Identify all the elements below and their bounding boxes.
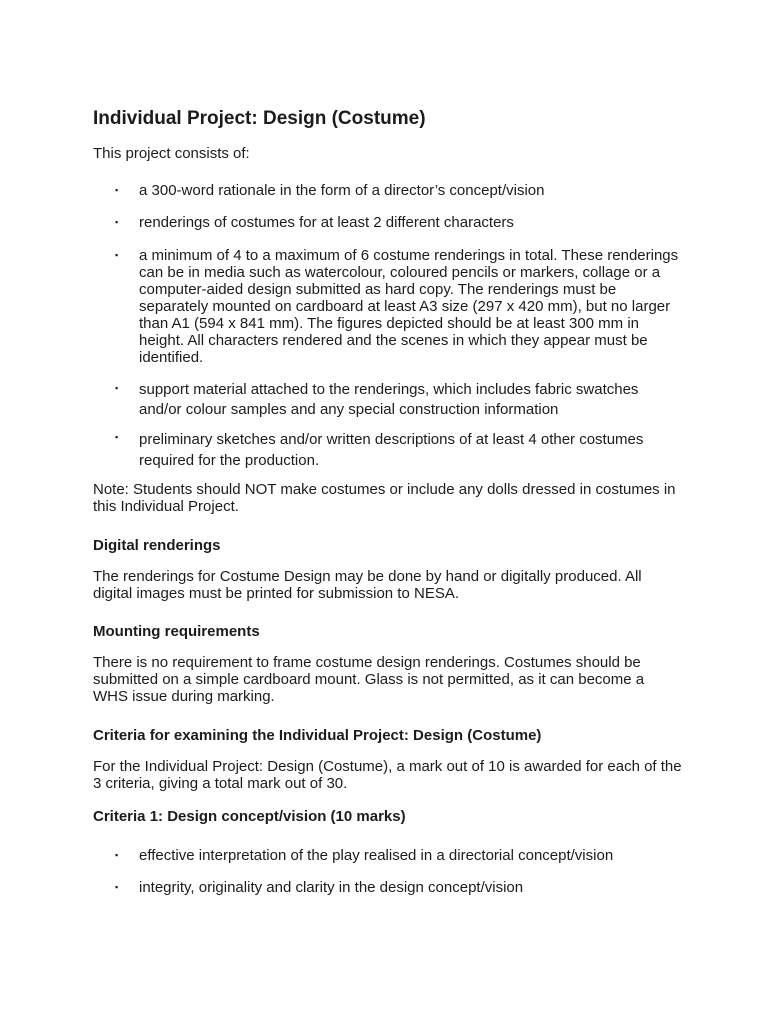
list-item-text: a minimum of 4 to a maximum of 6 costume renderings in total. These renderings can be in media such as watercolour, coloured pencils or markers, collage or a computer-aided design submitted as hard copy. The renderings must be separately mounted on cardboard at least A3 size (297 x 420 mm), but no larger than A1 (594 x 841 mm). The figures depicted should be at least 300 mm in height. All characters rendered and the scenes in which they appear must be identified. [139,247,679,366]
bullet-square-icon: ▪ [115,383,119,393]
criteria-heading: Criteria for examining the Individual Project: Design (Costume) [93,727,542,744]
intro-text: This project consists of: [93,145,250,162]
criteria-1-heading: Criteria 1: Design concept/vision (10 marks) [93,808,406,825]
digital-renderings-text: The renderings for Costume Design may be done by hand or digitally produced. All digital images must be printed for submission to NESA. [93,568,642,602]
list-item-text: support material attached to the renderings, which includes fabric swatches and/or colour samples and any special construction information [139,381,639,418]
list-item-text: effective interpretation of the play realised in a directorial concept/vision [139,847,614,864]
mounting-requirements-text: There is no requirement to frame costume design renderings. Costumes should be submitted on a simple cardboard mount. Glass is not permitted, as it can become a WHS issue during marking. [93,654,645,705]
list-item-text: a 300-word rationale in the form of a director’s concept/vision [139,182,545,199]
mounting-requirements-heading: Mounting requirements [93,623,260,640]
bullet-square-icon: ▪ [115,432,119,442]
list-item-text: preliminary sketches and/or written descriptions of at least 4 other costumes required for the production. [139,431,644,469]
bullet-square-icon: ▪ [115,882,119,892]
bullet-square-icon: ▪ [115,185,119,195]
bullet-square-icon: ▪ [115,217,119,227]
bullet-square-icon: ▪ [115,250,119,260]
page-title: Individual Project: Design (Costume) [93,108,426,129]
note-text: Note: Students should NOT make costumes or include any dolls dressed in costumes in this Individual Project. [93,481,676,515]
criteria-text: For the Individual Project: Design (Costume), a mark out of 10 is awarded for each of the 3 criteria, giving a total mark out of 30. [93,758,682,792]
digital-renderings-heading: Digital renderings [93,537,221,554]
list-item-text: renderings of costumes for at least 2 different characters [139,214,514,231]
list-item-text: integrity, originality and clarity in the design concept/vision [139,879,524,896]
bullet-square-icon: ▪ [115,850,119,860]
